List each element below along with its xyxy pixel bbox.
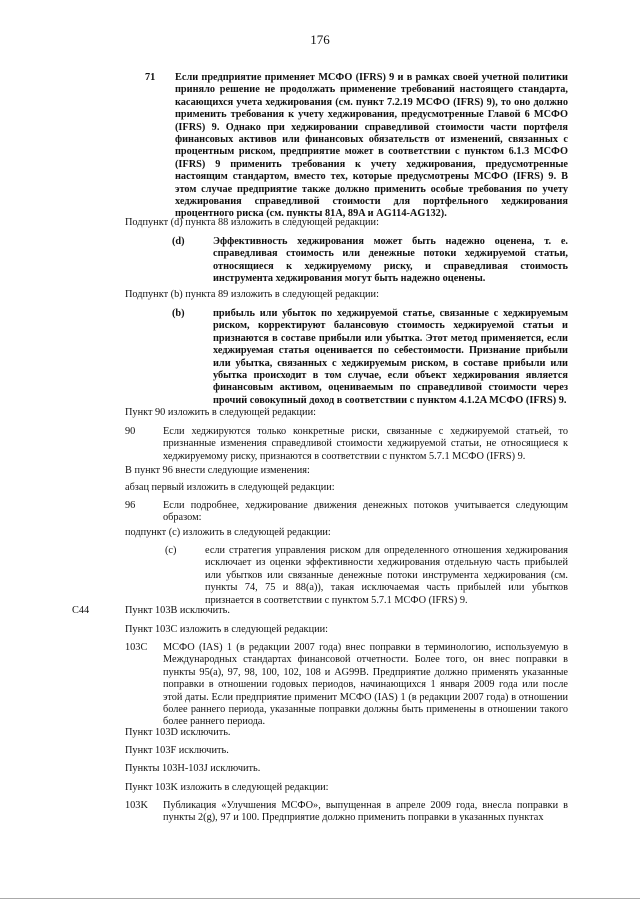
instruction-103d: Пункт 103D исключить. [125, 727, 231, 738]
page-number: 176 [310, 32, 330, 47]
paragraph-90: Если хеджируются только конкретные риски, связанные с хеджируемой статьей, то признанные изменения справедливой стоимости хеджируемой статьи, не относящиеся к хеджируемому риску, признаются в соответствии с пунктом 5.7.1 МСФО (IFRS) 9. [163, 426, 568, 462]
paragraph-number: 103C [125, 642, 148, 653]
instruction-103f: Пункт 103F исключить. [125, 745, 229, 756]
paragraph-71: Если предприятие применяет МСФО (IFRS) 9 и в рамках своей учетной политики приняло решение не продолжать применение требований настоящего стандарта, касающихся учета хеджирования (см. пункт 7.2.19 МСФО (IFRS) 9), то оно должно применить требования к учету хеджирования, предусмотренные Главой 6 МСФО (IFRS) 9. Однако при хеджировании справедливой стоимости части портфеля финансовых активов или финансовых обязательств от изменений, связанных с процентным риском, предприятие может в соответствии с пунктом 6.1.3 МСФО (IFRS) 9 применить требования к учету хеджирования, предусмотренные настоящим стандартом, вместо тех, которые предусмотрены МСФО (IFRS) 9. В этом случае предприятие также должно применить особые требования по учету хеджирования справедливой стоимости для портфельного хеджирования процентного риска (см. пункты 81A, 89A и AG114-AG132). [175, 72, 568, 220]
paragraph-number: 96 [125, 500, 136, 511]
instruction-103k: Пункт 103K изложить в следующей редакции: [125, 782, 329, 793]
subparagraph-96c: если стратегия управления риском для определенного отношения хеджирования исключает из оценки эффективности хеджирования отдельную часть прибылей или убытков или связанные денежные потоки инструмента хеджирования (см. пункты 74, 75 и 88(a)), такая исключаемая часть прибылей или убытков признается в соответствии с пунктом 5.7.1 МСФО (IFRS) 9. [205, 545, 568, 606]
instruction-88: Подпункт (d) пункта 88 изложить в следующей редакции: [125, 217, 379, 228]
instruction-96: В пункт 96 внести следующие изменения: [125, 465, 310, 476]
item-label: (c) [165, 545, 177, 556]
paragraph-103k: Публикация «Улучшения МСФО», выпущенная в апреле 2009 года, внесла поправки в пункты 2(g), 97 и 100. Предприятие должно применить поправки в указанных пунктах [163, 800, 568, 824]
subparagraph-88d: Эффективность хеджирования может быть надежно оценена, т. е. справедливая стоимость или денежные потоки хеджируемой статьи, относящиеся к хеджируемому риску, и справедливая стоимость инструмента хеджирования могут быть надежно оценены. [213, 236, 568, 285]
instruction-103b: Пункт 103B исключить. [125, 605, 230, 616]
instruction-103c: Пункт 103C изложить в следующей редакции: [125, 624, 328, 635]
margin-label: C44 [72, 605, 90, 616]
paragraph-number: 103K [125, 800, 148, 811]
instruction-96-first: абзац первый изложить в следующей редакции: [125, 482, 335, 493]
instruction-90: Пункт 90 изложить в следующей редакции: [125, 407, 316, 418]
subparagraph-89b: прибыль или убыток по хеджируемой статье, связанные с хеджируемым риском, корректируют балансовую стоимость хеджируемой статьи и признаются в составе прибыли или убытка. Этот метод применяется, если хеджируемая статья оценивается по себестоимости. Признание прибыли или убытка, связанных с хеджируемым риском, в составе прибыли или убытка происходит в том случае, если объект хеджирования является финансовым активом, оцениваемым по справедливой стоимости через прочий совокупный доход в соответствии с пунктом 4.1.2A МСФО (IFRS) 9. [213, 308, 568, 406]
paragraph-number: 71 [145, 72, 156, 83]
paragraph-96: Если подробнее, хеджирование движения денежных потоков учитывается следующим образом: [163, 500, 568, 524]
instruction-96c: подпункт (c) изложить в следующей редакции: [125, 527, 331, 538]
item-label: (b) [172, 308, 185, 319]
instruction-89: Подпункт (b) пункта 89 изложить в следующей редакции: [125, 289, 379, 300]
item-label: (d) [172, 236, 185, 247]
paragraph-number: 90 [125, 426, 136, 437]
instruction-103h: Пункты 103H-103J исключить. [125, 763, 261, 774]
paragraph-103c: МСФО (IAS) 1 (в редакции 2007 года) внес поправки в терминологию, используемую в Международных стандартах финансовой отчетности. Более того, он внес поправки в пункты 95(a), 97, 98, 100, 102, 108 и AG99B. Предприятие должно применять указанные поправки в отношении годовых периодов, начинающихся 1 января 2009 года или после этой даты. Если предприятие применит МСФО (IAS) 1 (в редакции 2007 года) в отношении более раннего периода, указанные поправки должны быть применены в отношении такого более раннего периода. [163, 642, 568, 728]
bottom-edge-line [0, 898, 640, 899]
